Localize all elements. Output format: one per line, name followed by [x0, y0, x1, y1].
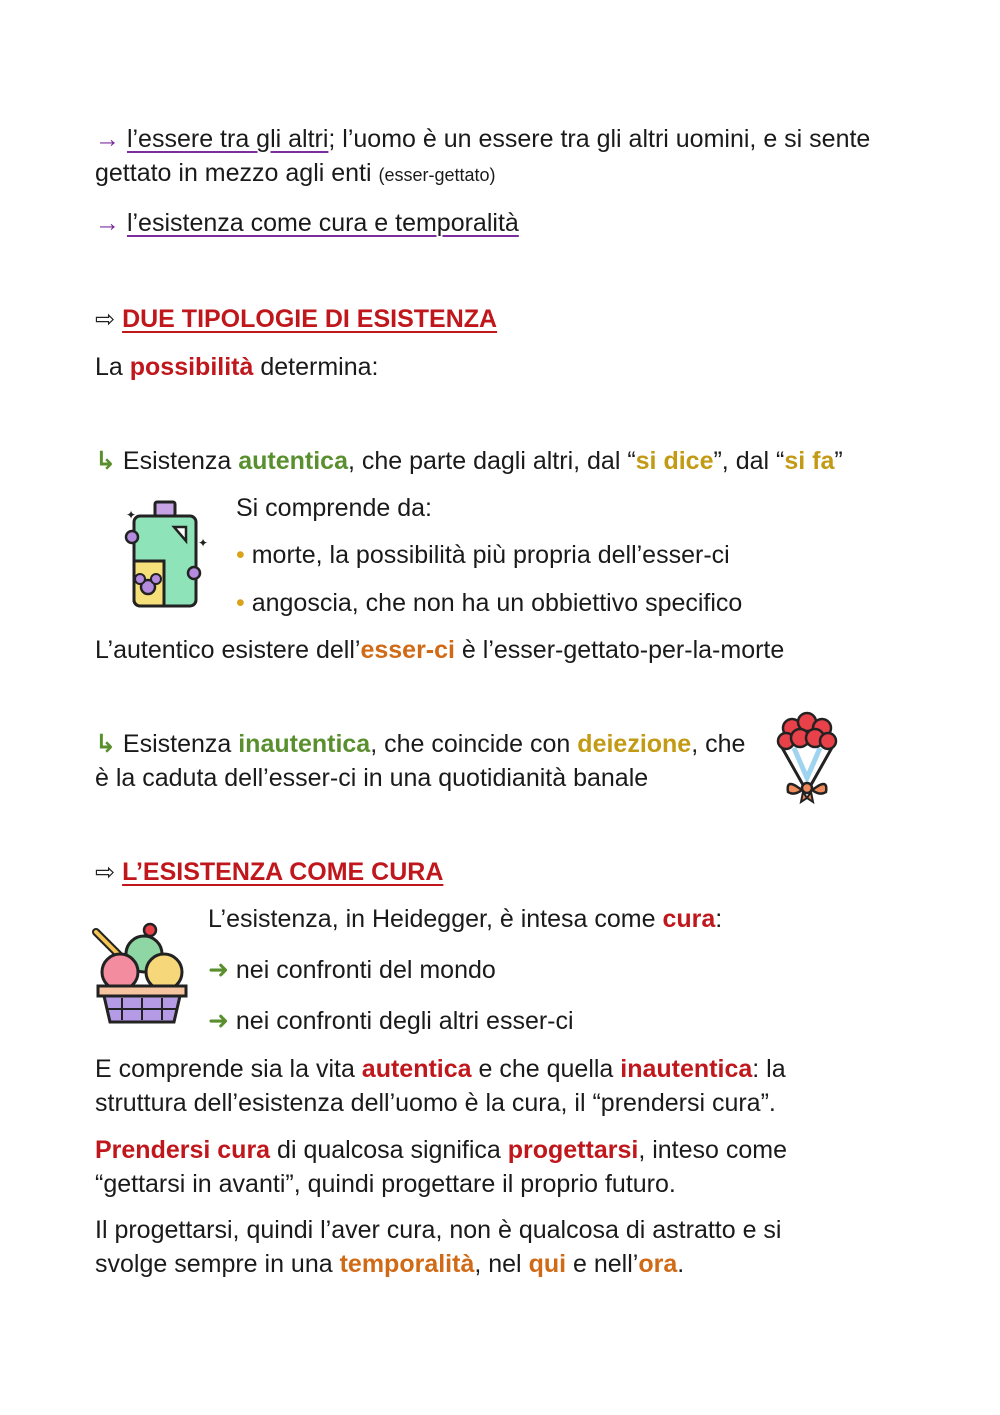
bullet-icon: •: [236, 541, 245, 569]
bullet-text: morte, la possibilità più propria dell’esser-ci: [251, 541, 730, 569]
cura-item-text: nei confronti del mondo: [235, 956, 496, 984]
section-heading-tipologie: [95, 302, 905, 337]
text: , che coincide con: [370, 730, 578, 758]
bullet-item: [236, 538, 876, 572]
keyword-progettarsi: progettarsi: [507, 1136, 639, 1164]
text: ”: [834, 447, 843, 475]
keyword-qui: qui: [528, 1250, 567, 1278]
intro-text: ; l’uomo è un essere tra gli altri uomini, e si sente gettato in mezzo agli enti: [95, 125, 871, 187]
text: , che è la caduta dell’esser-ci in una quotidianità banale: [95, 730, 746, 792]
hollow-arrow-icon: ⇨: [95, 306, 116, 333]
keyword-inautentica: inautentica: [620, 1055, 753, 1083]
arrow-icon: →: [95, 209, 120, 237]
keyword-deiezione: deiezione: [577, 730, 692, 758]
bullet-icon: •: [236, 589, 245, 617]
text: Esistenza: [115, 730, 239, 758]
curved-arrow-icon: ↳: [95, 730, 116, 758]
text: Esistenza: [115, 447, 239, 475]
paragraph-progettarsi: [95, 1213, 855, 1281]
svg-text:✦: ✦: [126, 508, 137, 522]
text: e che quella: [471, 1055, 621, 1083]
text: L’autentico esistere dell’: [95, 636, 361, 664]
text: ”, dal “: [713, 447, 785, 475]
section-title: L’ESISTENZA COME CURA: [122, 858, 444, 886]
bullet-item: [236, 586, 876, 620]
text: La: [95, 353, 130, 381]
keyword-prendersi-cura: Prendersi cura: [95, 1136, 271, 1164]
bullet-text: angoscia, che non ha un obbiettivo specifico: [251, 589, 743, 617]
text: L’esistenza, in Heidegger, è intesa come: [208, 905, 663, 933]
intro-paragraph-2: [95, 206, 905, 240]
keyword-ora: ora: [638, 1250, 678, 1278]
paragraph-prendersi-cura: [95, 1133, 855, 1201]
keyword-autentica: autentica: [361, 1055, 472, 1083]
inautentica-paragraph: [95, 727, 755, 795]
text: , che parte dagli altri, dal “: [348, 447, 636, 475]
intro-paragraph-1: [95, 122, 905, 192]
text: .: [677, 1250, 685, 1278]
autentica-line: [95, 444, 925, 478]
intro-note: (esser-gettato): [378, 165, 496, 185]
cura-item: [208, 953, 908, 987]
keyword-cura: cura: [662, 905, 716, 933]
cura-intro: [208, 902, 908, 936]
text: : la struttura dell’esistenza dell’uomo è la cura, il “prendersi cura”.: [95, 1055, 786, 1117]
keyword-si-dice: si dice: [635, 447, 714, 475]
keyword-temporalita: temporalità: [339, 1250, 475, 1278]
keyword-esser-ci: esser-ci: [360, 636, 455, 664]
hollow-arrow-icon: ⇨: [95, 859, 116, 886]
text: , nel: [474, 1250, 529, 1278]
text: è l’esser-gettato-per-la-morte: [454, 636, 785, 664]
text: e nell’: [566, 1250, 639, 1278]
text: Il progettarsi, quindi l’aver cura, non è qualcosa di astratto e si svolge sempre in una: [95, 1216, 782, 1278]
curved-arrow-icon: ↳: [95, 447, 116, 475]
section1-intro: [95, 350, 905, 384]
right-arrow-icon: ➜: [208, 956, 229, 984]
text: E comprende sia la vita: [95, 1055, 362, 1083]
perfume-bottle-icon: [118, 497, 210, 612]
section-heading-cura: [95, 855, 905, 890]
paragraph-comprende: [95, 1052, 855, 1120]
link-esistenza-cura[interactable]: l’esistenza come cura e temporalità: [126, 209, 519, 237]
text: :: [715, 905, 723, 933]
keyword-inautentica: inautentica: [238, 730, 371, 758]
keyword-autentica: autentica: [238, 447, 348, 475]
flower-bouquet-icon: [772, 708, 842, 806]
autentica-conclusion: [95, 633, 905, 667]
link-essere-tra-gli-altri[interactable]: l’essere tra gli altri: [126, 125, 329, 153]
keyword-si-fa: si fa: [784, 447, 835, 475]
arrow-icon: →: [95, 125, 120, 153]
text: , inteso come “gettarsi in avanti”, quindi progettare il proprio futuro.: [95, 1136, 788, 1198]
text: determina:: [253, 353, 379, 381]
keyword-possibilita: possibilità: [129, 353, 254, 381]
section-title: DUE TIPOLOGIE DI ESISTENZA: [122, 305, 498, 333]
svg-text:✦: ✦: [198, 536, 209, 550]
right-arrow-icon: ➜: [208, 1007, 229, 1035]
cura-item: [208, 1004, 908, 1038]
cura-item-text: nei confronti degli altri esser-ci: [235, 1007, 574, 1035]
text: di qualcosa significa: [270, 1136, 508, 1164]
autentica-comprende: Si comprende da:: [236, 494, 432, 522]
ice-cream-basket-icon: [92, 918, 192, 1026]
